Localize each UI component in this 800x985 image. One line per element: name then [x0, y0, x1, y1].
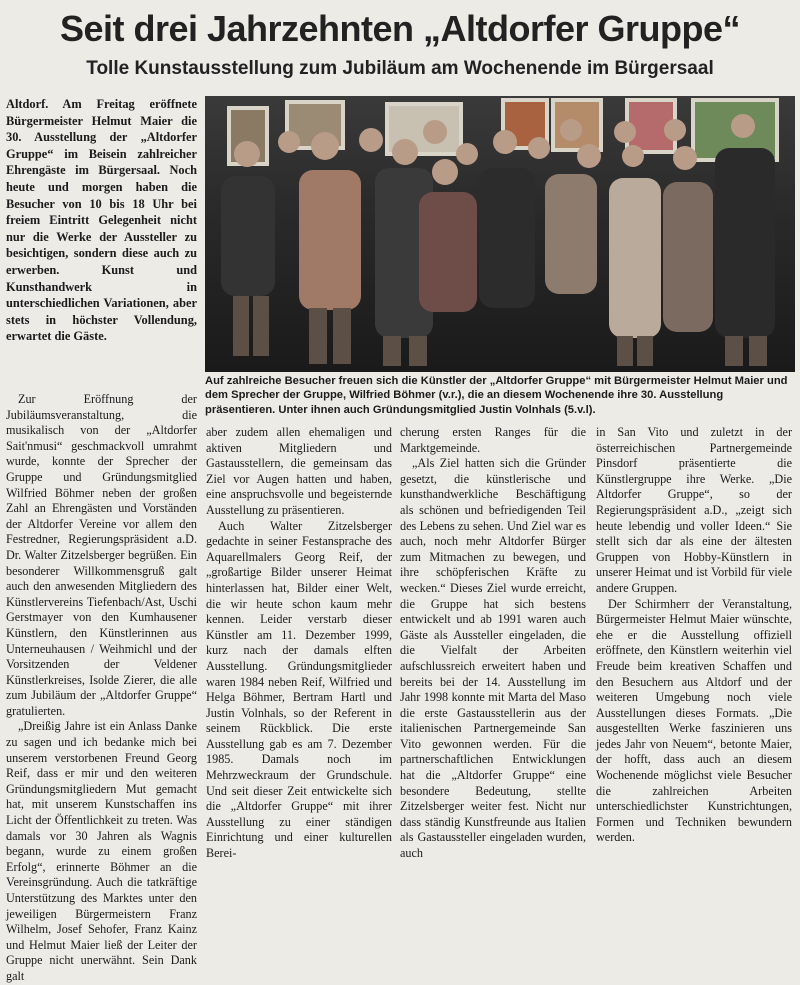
paragraph: aber zudem allen ehemaligen und aktiven Mitgliedern und Gastausstellern, die gemeinsam das Ziel vor Augen hatten und haben, eine anspruchsvolle und begeisternde Ausstellung zu präsentieren. — [206, 425, 392, 517]
photo-caption: Auf zahlreiche Besucher freuen sich die Künstler der „Altdorfer Gruppe“ mit Bürgermeister Helmut Maier und dem Sprecher der Gruppe, Wilfried Böhmer (v.r.), die an diesem Wochenende ihre 30. Ausstellung präsentieren. Unter ihnen auch Gründungsmitglied Justin Volnhals (5.v.l). — [205, 375, 788, 416]
paragraph: Auch Walter Zitzelsberger gedachte in seiner Festansprache des Aquarellmalers Georg Reif, der „großartige Bilder unserer Heimat hinterlassen hat, Bilder einer Welt, die wir heute schon kaum mehr kennen. Leider verstarb dieser Künstler am 11. Dezember 1999, kurz nach der damals elften Ausstellung. Gründungsmitglieder waren 1984 neben Reif, Wilfried und Helga Böhmer, Bertram Hartl und Justin Volnhals, so der Referent in seinem Rückblick. Die erste Ausstellung gab es am 7. Dezember 1985. Damals noch im Mehrzweckraum der Grundschule. Und seit dieser Zeit entwickelte sich die „Altdorfer Gruppe“ mit ihrer Ausstellung zu einer ständigen Einrichtung und einer kulturellen Berei- — [206, 518, 392, 861]
headline: Seit drei Jahrzehnten „Altdorfer Gruppe“ — [59, 8, 741, 49]
group-photo — [205, 96, 795, 372]
subheadline: Tolle Kunstausstellung zum Jubiläum am Wochenende im Bürgersaal — [86, 58, 714, 79]
column-2 — [206, 425, 392, 862]
lead-column — [6, 96, 197, 345]
people-silhouettes — [205, 96, 795, 372]
paragraph: „Als Ziel hatten sich die Gründer gesetzt, die künstlerische und kunsthandwerkliche Beschäftigung als schönen und befriedigenden Teil des Lebens zu sehen. Und Ziel war es auch, noch mehr Altdorfer Bürger zum Mitmachen zu bewegen, und ihre schöpferischen Kräfte zu wecken.“ Dieses Ziel wurde erreicht, die Gruppe hat sich bestens entwickelt und ab 1991 waren auch Gäste als Aussteller eingeladen, die die Vielfalt der Arbeiten aufschlussreich erweitert haben und bereits bei der 14. Ausstellung im Jahr 1998 konnte mit Marta del Maso die erste Gastausstellerin aus der italienischen Partnergemeinde San Vito gewonnen werden. Für die partnerschaftlichen Entwicklungen hat die „Altdorfer Gruppe“ eine besondere Bedeutung, stellte Zitzelsberger weiter fest. Nicht nur dass ständig Kunstfreunde aus Italien als Gastaussteller eingeladen wurden, auch — [400, 456, 586, 861]
paragraph: in San Vito und zuletzt in der österreichischen Partnergemeinde Pinsdorf präsentierte die Künstlergruppe ihre Werke. „Die Altdorfer Gruppe“, so der Regierungspräsident a.D., „zeigt sich heute lebendig und voller Ideen.“ Sie stellt sich dar als eine der ältesten Gruppen von Hobby-Künstlern in unserer Heimat und ist Vorbild für viele andere Gruppen. — [596, 425, 792, 595]
column-3 — [400, 425, 586, 862]
paragraph: Zur Eröffnung der Jubiläumsveranstaltung, die musikalisch von der „Altdorfer Sait'nmusi“ geschmackvoll umrahmt wurde, konnte der Sprecher der Gruppe und Gründungsmitglied Wilfried Böhmer neben der großen Zahl an Ehrengästen und Vorständen der Altdorfer Vereine vor allem den Festredner, Regierungspräsident a.D. Dr. Walter Zitzelsberger begrüßen. Ein besonderer Willkommensgruß galt auch den anwesenden Mitgliedern des Künstlervereins Tiefenbach/Ast, Uschi Gerstmayer von den Kumhausener Künstlern, den Künstlerinnen aus Unterneuhausen / Weihmichl und der Vorsitzenden der Veldener Künstlerkreises, Isolde Zierer, die alle zum Jubiläum der „Altdorfer Gruppe“ gratulierten. — [6, 392, 197, 718]
column-4 — [596, 425, 792, 846]
paragraph: cherung ersten Ranges für die Marktgemeinde. — [400, 425, 586, 455]
column-1 — [6, 392, 197, 985]
paragraph: Der Schirmherr der Veranstaltung, Bürgermeister Helmut Maier wünschte, ehe er die Ausstellung offiziell eröffnete, den Künstlern weiterhin viel Freude beim kreativen Schaffen und den Besuchern aus Altdorf und der weiteren Umgebung noch viele Ausstellungen dieses Formats. „Die ausgestellten Werke faszinieren uns jedes Jahr von Neuem“, betonte Maier, der hofft, dass auch an diesem Wochenende möglichst viele Besucher die zahlreichen Arbeiten unterschiedlichster Kunstrichtungen, Formen und Techniken bewundern werden. — [596, 596, 792, 845]
paragraph: „Dreißig Jahre ist ein Anlass Danke zu sagen und ich bedanke mich bei unserem verstorbenen Freund Georg Reif, dass er mir und den weiteren Gründungsmitgliedern Mut gemacht hat, mit unserem Kunstschaffen ins Licht der Öffentlichkeit zu treten. Was damals vor 30 Jahren als Wagnis begann, wurde zu einem großen Erfolg“, erinnerte Böhmer an die Vereinsgründung. Auch die tatkräftige Unterstützung des Marktes unter den jeweiligen Bürgermeistern Franz Wilhelm, Josef Sehofer, Franz Kainz und Helmut Maier ließ der Leiter der Gruppe nicht unerwähnt. Sein Dank galt — [6, 719, 197, 983]
lead-paragraph: Altdorf. Am Freitag eröffnete Bürgermeister Helmut Maier die 30. Ausstellung der „Altdorfer Gruppe“ im Beisein zahlreicher Ehrengäste im Bürgersaal. Noch heute und morgen haben die Besucher von 10 bis 18 Uhr bei freiem Eintritt Gelegenheit nicht nur die Werke der Aussteller zu besichtigen, sondern diese auch zu erwerben. Kunst und Kunsthandwerk in unterschiedlichen Variationen, aber stets in höchster Vollendung, erwartet die Gäste. — [6, 97, 197, 344]
